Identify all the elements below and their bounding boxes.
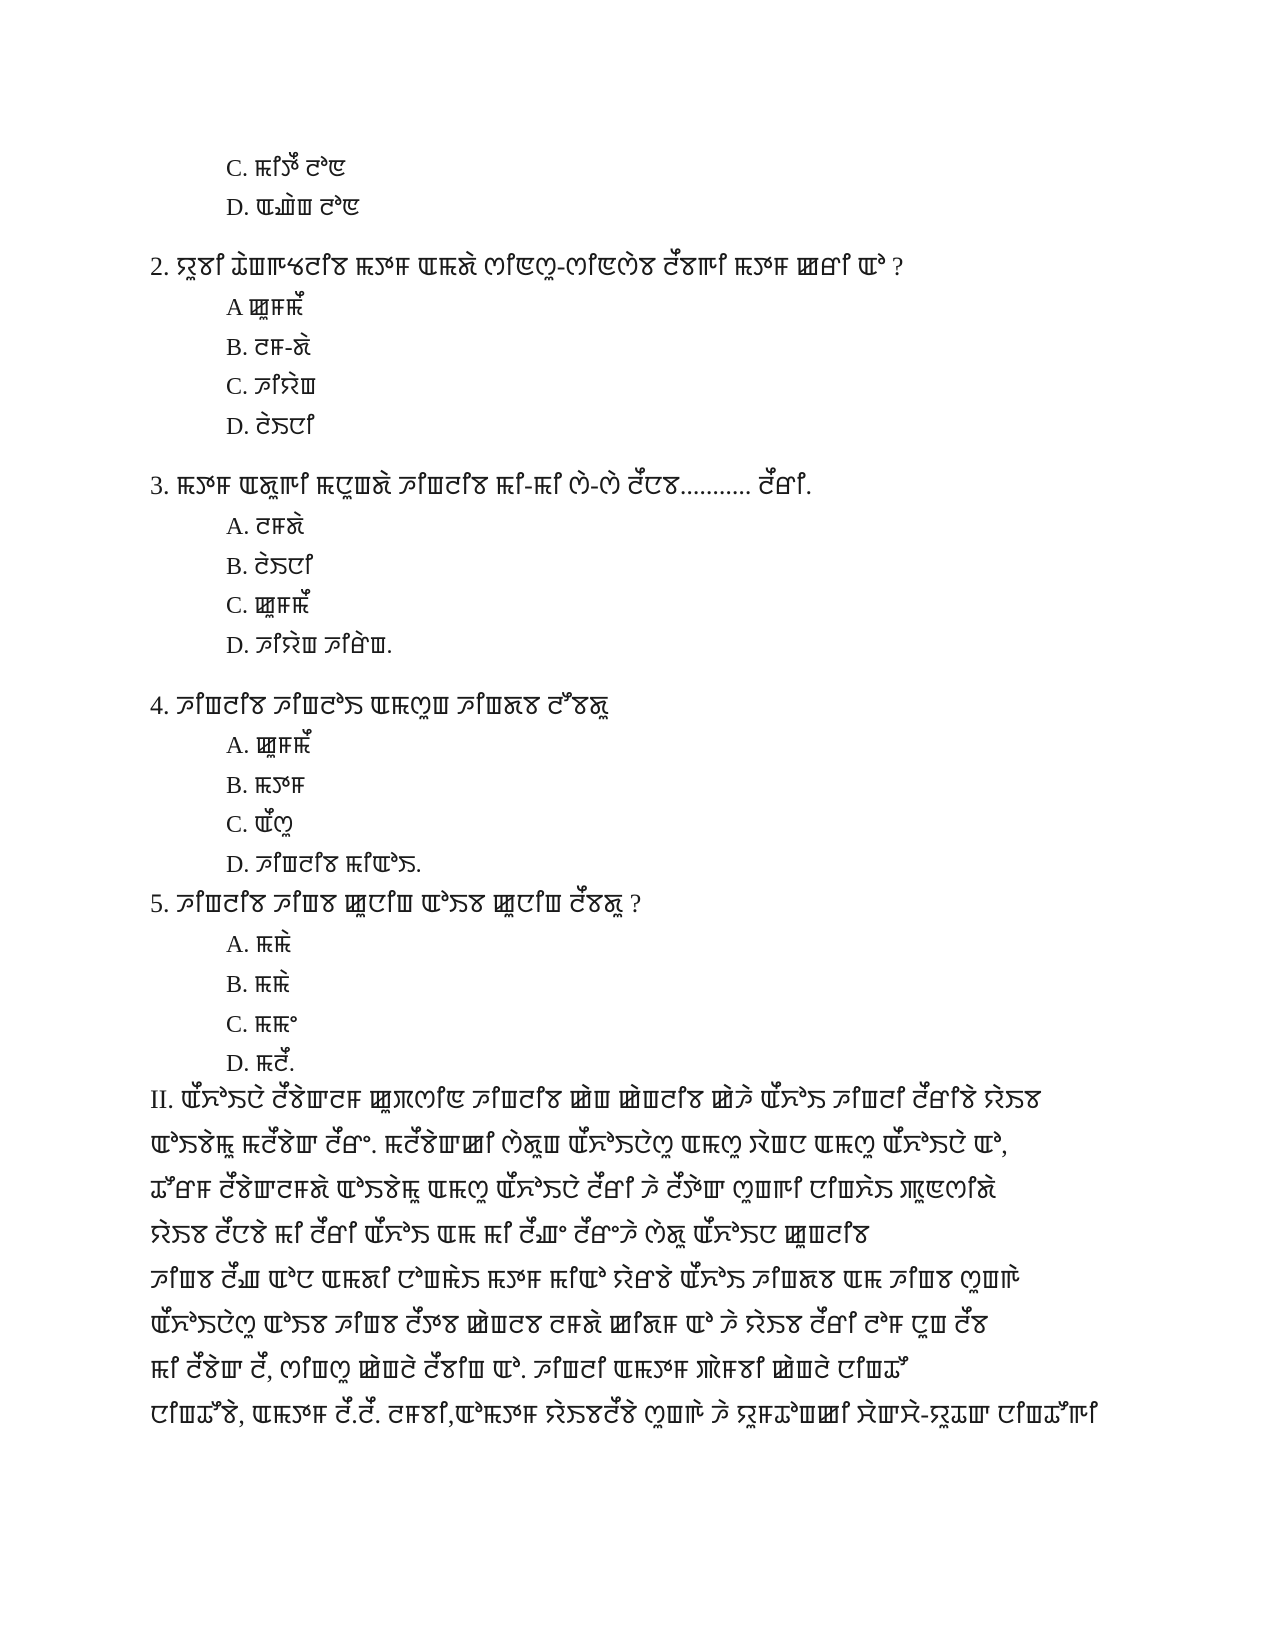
question-3: 3. ꯃꯇꯝ ꯑꯗꯨꯒꯤ ꯃꯅꯨꯡꯗꯥ ꯍꯤꯡꯂꯤꯕ ꯃꯤ-ꯃꯤ ꯁꯥ-ꯁꯥ ꯂꯩꯅꯕ........... ꯂꯩꯔꯤ. [150,471,813,500]
paragraph-line: ꯑꯣꯏꯕꯥꯃꯨ ꯃꯂꯩꯕꯥꯛ ꯂꯩꯔꯦ. ꯃꯂꯩꯕꯥꯛꯀꯤ ꯁꯥꯗꯨꯡ ꯑꯩꯈꯣꯏꯅꯥꯁꯨ ꯑꯃꯁꯨ ꯋꯥꯡꯅ ꯑꯃꯁꯨ ꯑꯩꯈꯣꯏꯅꯥ ꯑꯣ, [150,1130,1008,1159]
paragraph-line: ꯌꯥꯏꯕ ꯂꯩꯅꯕꯥ ꯃꯤ ꯂꯩꯔꯤ ꯑꯩꯈꯣꯏ ꯑꯃ ꯃꯤ ꯂꯩꯉꯦ ꯂꯩꯔꯦꯍꯥ ꯁꯥꯗꯨ ꯑꯩꯈꯣꯏꯅ ꯀꯨꯡꯂꯤꯕ [150,1220,870,1249]
q3-option-b: B. ꯂꯥꯏꯅꯤ [226,554,314,580]
q3-option-c: C. ꯀꯨꯝꯃꯩ [226,593,310,619]
q1-option-d: D. ꯑꯉꯥꯡ ꯂꯣꯟ [226,195,361,221]
q4-option-c: C. ꯑꯩꯁꯨ [226,812,294,838]
section-ii-paragraph [150,1077,1130,1437]
question-4: 4. ꯍꯤꯡꯂꯤꯕ ꯍꯤꯡꯂꯣꯏ ꯑꯃꯁꯨꯡ ꯍꯤꯡꯗꯕ ꯂꯧꯕꯗꯨ [150,691,609,720]
q4-option-a: A. ꯀꯨꯝꯃꯩ [226,733,311,759]
question-2: 2. ꯌꯨꯕꯤ ꯊꯥꯡꯒꯠꯂꯤꯕ ꯃꯇꯝ ꯑꯃꯗꯥ ꯁꯤꯟꯁꯨ-ꯁꯤꯟꯁꯥꯕ ꯂꯩꯕꯒꯤ ꯃꯇꯝ ꯀꯔꯤ ꯑꯣ ? [150,252,904,281]
q5-option-a: A. ꯃꯃꯥ [226,932,292,958]
q4-option-b: B. ꯃꯇꯝ [226,773,306,799]
paragraph-line: ꯊꯧꯔꯝ ꯂꯩꯕꯥꯛꯂꯝꯗꯥ ꯑꯣꯏꯕꯥꯃꯨ ꯑꯃꯁꯨ ꯑꯩꯈꯣꯏꯅꯥ ꯂꯩꯔꯤ ꯍꯥ ꯂꯩꯇꯥꯛ ꯁꯨꯡꯒꯤ ꯅꯤꯡꯈꯥꯏ ꯄꯨꯟꯁꯤꯗꯥ [150,1175,997,1204]
q2-option-b: B. ꯂꯝ-ꯗꯥ [226,335,311,361]
q1-option-c: C. ꯃꯤꯇꯩ ꯂꯣꯟ [226,156,347,182]
q2-option-a: A ꯀꯨꯝꯃꯩ [226,295,304,321]
q2-option-c: C. ꯍꯤꯌꯥꯡ [226,374,317,400]
q5-option-b: B. ꯃꯃꯥ [226,972,291,998]
q5-option-c: C. ꯃꯃꯦ [226,1012,298,1038]
paragraph-line: II. ꯑꯩꯈꯣꯏꯅꯥ ꯂꯩꯕꯥꯛꯂꯝ ꯀꯨꯞꯁꯤꯟ ꯍꯤꯡꯂꯤꯕ ꯀꯥꯡ ꯀꯥꯡꯂꯤꯕ ꯀꯥꯍꯥ ꯑꯩꯈꯣꯏ ꯍꯤꯡꯂꯤ ꯂꯩꯔꯤꯕꯥ ꯌꯥꯏꯕ [150,1085,1042,1114]
paragraph-line: ꯃꯤ ꯂꯩꯕꯥꯛ ꯂꯩ, ꯁꯤꯡꯁꯨ ꯀꯥꯡꯂꯥ ꯂꯩꯕꯤꯡ ꯑꯣ. ꯍꯤꯡꯂꯤ ꯑꯃꯇꯝ ꯄꯥꯝꯕꯤ ꯀꯥꯡꯂꯥ ꯅꯤꯡꯊꯧ [150,1355,908,1384]
paragraph-line: ꯑꯩꯈꯣꯏꯅꯥꯁꯨ ꯑꯣꯏꯕ ꯍꯤꯡꯕ ꯂꯩꯇꯕ ꯀꯥꯡꯂꯕ ꯂꯝꯗꯥ ꯀꯤꯗꯝ ꯑꯣ ꯍꯥ ꯌꯥꯏꯕ ꯂꯩꯔꯤ ꯂꯣꯝ ꯅꯨꯡ ꯂꯩꯕ [150,1310,989,1339]
paragraph-line: ꯍꯤꯡꯕ ꯂꯩꯉ ꯑꯣꯅ ꯑꯃꯗꯤ ꯅꯣꯡꯃꯥꯏ ꯃꯇꯝ ꯃꯤꯑꯣ ꯌꯥꯔꯕꯥ ꯑꯩꯈꯣꯏ ꯍꯤꯡꯗꯕ ꯑꯃ ꯍꯤꯡꯕ ꯁꯨꯡꯒꯥ [150,1265,1021,1294]
q5-option-d: D. ꯃꯂꯩ. [226,1051,295,1077]
paragraph-line: ꯅꯤꯡꯊꯧꯕꯥ, ꯑꯃꯇꯝ ꯂꯩ.ꯂꯩ. ꯂꯝꯕꯤ,ꯑꯣꯃꯇꯝ ꯌꯥꯏꯕꯂꯩꯕꯥ ꯁꯨꯡꯒꯥ ꯍꯥ ꯌꯨꯝꯊꯣꯡꯀꯤ ꯆꯥꯛꯆꯥ-ꯌꯨꯊꯛ ꯅꯤꯡꯊꯧꯒꯤ [150,1400,1098,1429]
q3-option-d: D. ꯍꯤꯌꯥꯡ ꯍꯤꯔꯥꯡ. [226,633,393,659]
question-5: 5. ꯍꯤꯡꯂꯤꯕ ꯍꯤꯡꯕ ꯀꯨꯅꯤꯡ ꯑꯣꯏꯕ ꯀꯨꯅꯤꯡ ꯂꯩꯕꯗꯨ ? [150,889,642,918]
q2-option-d: D. ꯂꯥꯏꯅꯤ [226,414,315,440]
q4-option-d: D. ꯍꯤꯡꯂꯤꯕ ꯃꯤꯑꯣꯏ. [226,852,422,878]
q3-option-a: A. ꯂꯝꯗꯥ [226,514,305,540]
